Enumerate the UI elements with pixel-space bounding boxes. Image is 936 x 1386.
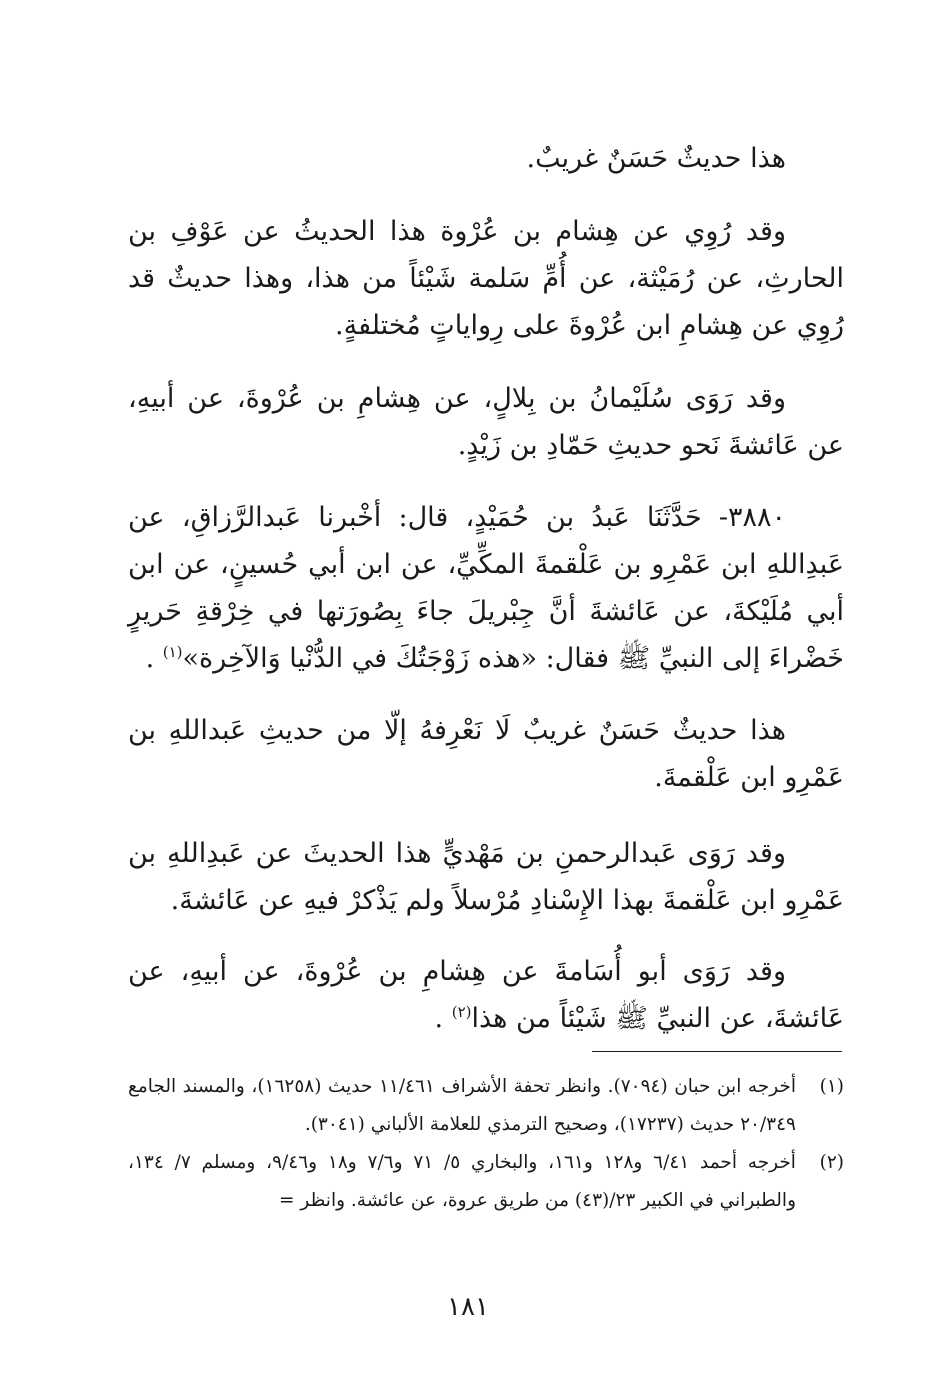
paragraph-mahdi-narration	[128, 830, 844, 924]
footnote-divider	[592, 1051, 842, 1052]
footnote-number: (١)	[819, 1076, 844, 1097]
footnote-2	[128, 1144, 844, 1220]
paragraph-text: وقد رُوِي عن هِشام بن عُرْوة هذا الحديثُ عن عَوْفِ بن الحارثِ، عن رُمَيْثة، عن أُمِّ سَلمة شَيْئاً من هذا، وهذا حديثٌ قد رُوِي عن هِشامِ ابن عُرْوةَ على رِواياتٍ مُختلفةٍ.	[128, 216, 844, 341]
footnote-text: أخرجه أحمد ٦/٤١ و١٢٨ و١٦١، والبخاري ٥/ ٧١ و٧/٦ و١٨ و٩/٤٦، ومسلم ٧/ ١٣٤، والطبراني في الكبير ٢٣/(٤٣) من طريق عروة، عن عائشة. وانظر =	[128, 1152, 796, 1211]
paragraph-grade-note	[128, 707, 844, 801]
footnote-1	[128, 1068, 844, 1144]
paragraph-text: هذا حديثٌ حَسَنٌ غريبٌ لَا نَعْرِفهُ إلّا من حديثِ عَبداللهِ بن عَمْرِو ابن عَلْقمةَ.	[128, 715, 844, 793]
footnote-text: أخرجه ابن حبان (٧٠٩٤). وانظر تحفة الأشراف ١١/٤٦١ حديث (١٦٢٥٨)، والمسند الجامع ٢٠/٣٤٩ حديث (١٧٢٣٧)، وصحيح الترمذي للعلامة الألباني (٣٠٤١).	[128, 1076, 796, 1135]
footnote-ref-1[interactable]: (١)	[162, 643, 183, 661]
paragraph-tail: .	[145, 643, 163, 674]
paragraph-text	[128, 948, 844, 1042]
paragraph-sulayman-narration	[128, 375, 844, 469]
paragraph-text: وقد رَوَى عَبدالرحمنِ بن مَهْديٍّ هذا الحديثَ عن عَبدِاللهِ بن عَمْرِو ابن عَلْقمةَ بهذا الإِسْنادِ مُرْسلاً ولم يَذْكرْ فيهِ عن عَائشةَ.	[128, 838, 844, 916]
paragraph-text	[128, 494, 844, 682]
paragraph-tail: .	[434, 1003, 452, 1034]
footnote-number: (٢)	[819, 1152, 844, 1173]
paragraph-text: هذا حديثٌ حَسَنٌ غريبٌ.	[526, 143, 786, 174]
page-number: ١٨١	[447, 1292, 489, 1322]
paragraph-text: وقد رَوَى سُلَيْمانُ بن بِلالٍ، عن هِشامِ بن عُرْوةَ، عن أبيهِ، عن عَائشةَ نَحو حديثِ حَمّادِ بن زَيْدٍ.	[128, 383, 844, 461]
footnote-ref-2[interactable]: (٢)	[451, 1003, 472, 1021]
paragraph-body: وقد رَوَى أبو أُسَامةَ عن هِشامِ بن عُرْوةَ، عن أبيهِ، عن عَائشةَ، عن النبيِّ ﷺ شَيْئاً من هذا	[128, 956, 844, 1034]
paragraph-hadith-3880	[128, 494, 844, 682]
footnotes	[128, 1068, 844, 1220]
paragraph-body: ٣٨٨٠- حَدَّثَنَا عَبدُ بن حُمَيْدٍ، قال: أخْبرنا عَبدالرَّزاقِ، عن عَبدِاللهِ ابن عَمْرِو بن عَلْقمةَ المكِّيِّ، عن ابن أبي حُسينٍ، عن ابن أبي مُلَيْكةَ، عن عَائشةَ أنَّ جِبْريلَ جاءَ بِصُورَتها في خِرْقةِ حَريرٍ خَضْراءَ إلى النبيِّ ﷺ فقال: «هذه زَوْجَتُكَ في الدُّنْيا وَالآخِرة»	[128, 502, 844, 674]
paragraph-hisham-narration	[128, 208, 844, 349]
paragraph-hadith-grade	[128, 135, 844, 182]
paragraph-abu-usama-narration	[128, 948, 844, 1042]
